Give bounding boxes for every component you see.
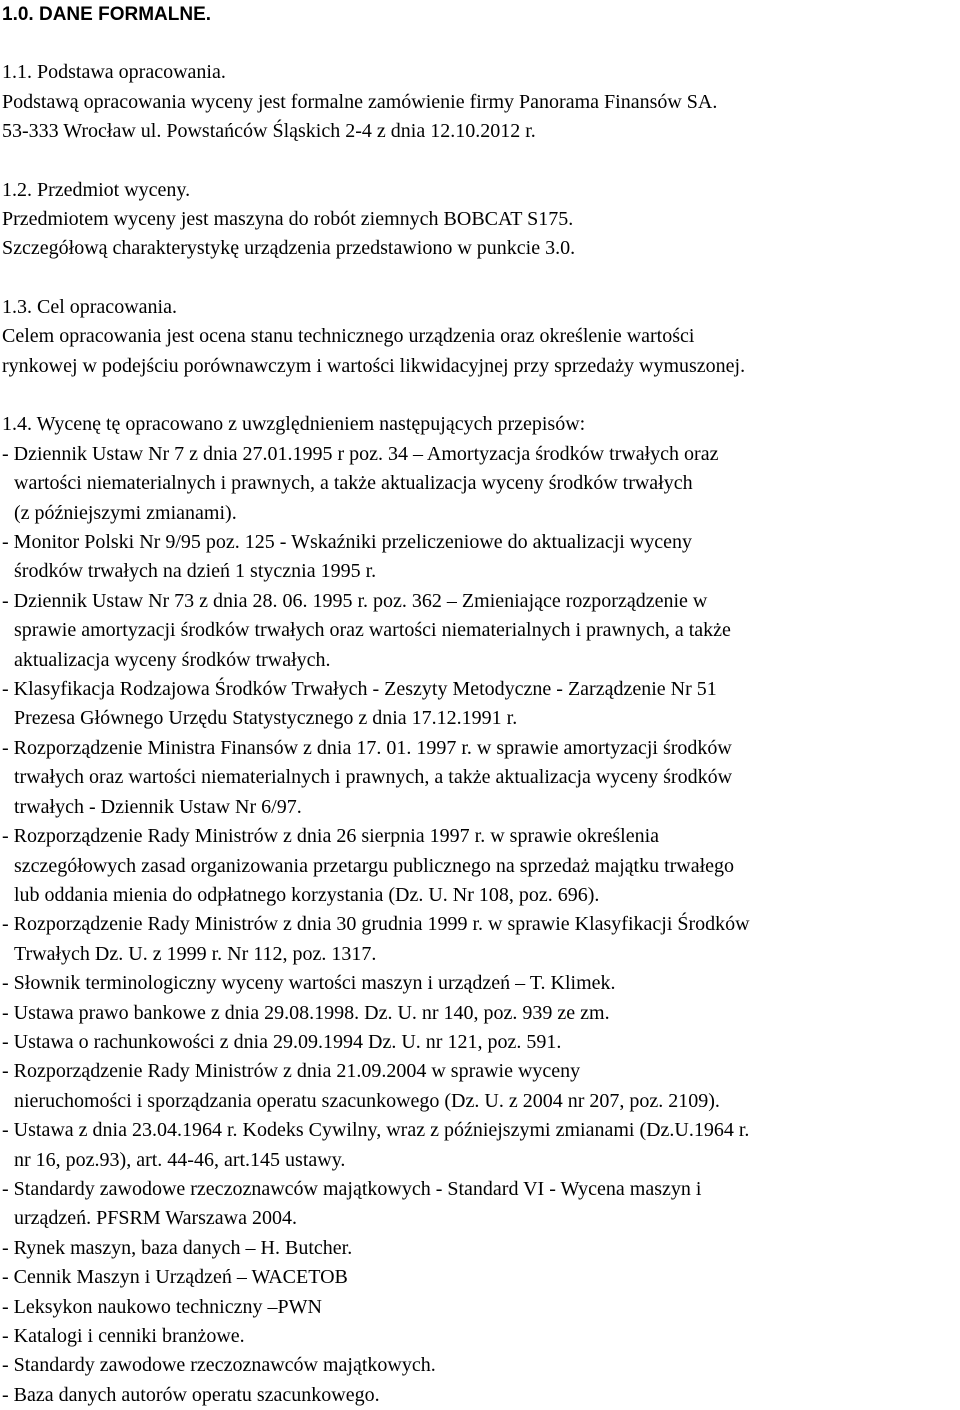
reference-line: - Słownik terminologiczny wyceny wartości maszyn i urządzeń – T. Klimek. [2,972,616,995]
paragraph-line: Szczegółową charakterystykę urządzenia przedstawiono w punkcie 3.0. [2,237,576,260]
reference-item [2,1351,960,1380]
reference-item [2,440,960,528]
reference-continuation-line: urządzeń. PFSRM Warszawa 2004. [14,1207,297,1230]
reference-item [2,587,960,675]
reference-line: - Cennik Maszyn i Urządzeń – WACETOB [2,1266,348,1289]
reference-line: - Rynek maszyn, baza danych – H. Butcher. [2,1236,353,1259]
reference-item [2,1028,960,1057]
reference-continuation-line: aktualizacja wyceny środków trwałych. [14,648,331,671]
reference-continuation-line: Prezesa Głównego Urzędu Statystycznego z dnia 17.12.1991 r. [14,707,518,730]
reference-continuation-line: trwałych oraz wartości niematerialnych i prawnych, a także aktualizacja wyceny środków [14,766,733,789]
reference-item [2,1381,960,1410]
paragraph-line: Podstawą opracowania wyceny jest formalne zamówienie firmy Panorama Finansów SA. [2,90,718,113]
reference-item [2,822,960,910]
paragraph-line: 53-333 Wrocław ul. Powstańców Śląskich 2-4 z dnia 12.10.2012 r. [2,120,536,142]
reference-continuation-line: sprawie amortyzacji środków trwałych oraz wartości niematerialnych i prawnych, a także [14,619,731,642]
reference-continuation-line: (z późniejszymi zmianami). [14,501,237,524]
paragraph-line: Celem opracowania jest ocena stanu technicznego urządzenia oraz określenie wartości [2,325,695,348]
reference-item [2,1116,960,1175]
reference-item [2,910,960,969]
reference-item [2,1322,960,1351]
reference-item [2,1263,960,1292]
reference-continuation-line: lub oddania mienia do odpłatnego korzystania (Dz. U. Nr 108, poz. 696). [14,883,600,906]
reference-continuation-line: nieruchomości i sporządzania operatu szacunkowego (Dz. U. z 2004 nr 207, poz. 2109). [14,1089,720,1112]
reference-continuation-line: szczegółowych zasad organizowania przetargu publicznego na sprzedaż majątku trwałego [14,854,735,877]
reference-line: - Ustawa z dnia 23.04.1964 r. Kodeks Cywilny, wraz z późniejszymi zmianami (Dz.U.1964 r. [2,1119,750,1142]
paragraph-line: rynkowej w podejściu porównawczym i wartości likwidacyjnej przy sprzedaży wymuszonej. [2,354,746,377]
reference-line: - Rozporządzenie Rady Ministrów z dnia 21.09.2004 w sprawie wyceny [2,1060,581,1083]
reference-line: - Rozporządzenie Ministra Finansów z dnia 17. 01. 1997 r. w sprawie amortyzacji środków [2,736,732,759]
reference-line: - Leksykon naukowo techniczny –PWN [2,1295,322,1318]
reference-item [2,675,960,734]
reference-list [2,440,960,1410]
reference-item [2,969,960,998]
reference-item [2,734,960,822]
reference-continuation-line: trwałych - Dziennik Ustaw Nr 6/97. [14,795,302,818]
section-heading: 1.0. DANE FORMALNE. [2,4,212,25]
reference-item [2,999,960,1028]
reference-item [2,528,960,587]
subsection-title-1-4: 1.4. Wycenę tę opracowano z uwzględnieniem następujących przepisów: [2,413,586,436]
reference-continuation-line: wartości niematerialnych i prawnych, a także aktualizacja wyceny środków trwałych [14,472,693,495]
reference-line: - Standardy zawodowe rzeczoznawców majątkowych. [2,1354,436,1377]
subsection-title-1-1: 1.1. Podstawa opracowania. [2,61,226,84]
reference-line: - Dziennik Ustaw Nr 7 z dnia 27.01.1995 r poz. 34 – Amortyzacja środków trwałych oraz [2,442,719,465]
reference-line: - Monitor Polski Nr 9/95 poz. 125 - Wskaźniki przeliczeniowe do aktualizacji wyceny [2,531,692,554]
reference-line: - Baza danych autorów operatu szacunkowego. [2,1383,380,1406]
reference-line: - Ustawa o rachunkowości z dnia 29.09.1994 Dz. U. nr 121, poz. 591. [2,1030,562,1053]
subsection-title-1-2: 1.2. Przedmiot wyceny. [2,178,191,201]
reference-item [2,1293,960,1322]
reference-continuation-line: środków trwałych na dzień 1 stycznia 1995 r. [14,560,377,583]
reference-line: - Katalogi i cenniki branżowe. [2,1325,245,1347]
subsection-title-1-3: 1.3. Cel opracowania. [2,296,177,318]
reference-line: - Rozporządzenie Rady Ministrów z dnia 26 sierpnia 1997 r. w sprawie określenia [2,825,660,848]
paragraph-line: Przedmiotem wyceny jest maszyna do robót ziemnych BOBCAT S175. [2,208,574,230]
reference-line: - Dziennik Ustaw Nr 73 z dnia 28. 06. 1995 r. poz. 362 – Zmieniające rozporządzenie w [2,589,708,612]
reference-line: - Klasyfikacja Rodzajowa Środków Trwałych - Zeszyty Metodyczne - Zarządzenie Nr 51 [2,678,717,701]
reference-line: - Rozporządzenie Rady Ministrów z dnia 30 grudnia 1999 r. w sprawie Klasyfikacji Środków [2,913,750,936]
reference-continuation-line: Trwałych Dz. U. z 1999 r. Nr 112, poz. 1317. [14,942,377,965]
reference-item [2,1234,960,1263]
reference-item [2,1175,960,1234]
reference-item [2,1057,960,1116]
reference-continuation-line: nr 16, poz.93), art. 44-46, art.145 ustawy. [14,1148,346,1171]
reference-line: - Standardy zawodowe rzeczoznawców majątkowych - Standard VI - Wycena maszyn i [2,1177,702,1200]
reference-line: - Ustawa prawo bankowe z dnia 29.08.1998. Dz. U. nr 140, poz. 939 ze zm. [2,1001,610,1024]
